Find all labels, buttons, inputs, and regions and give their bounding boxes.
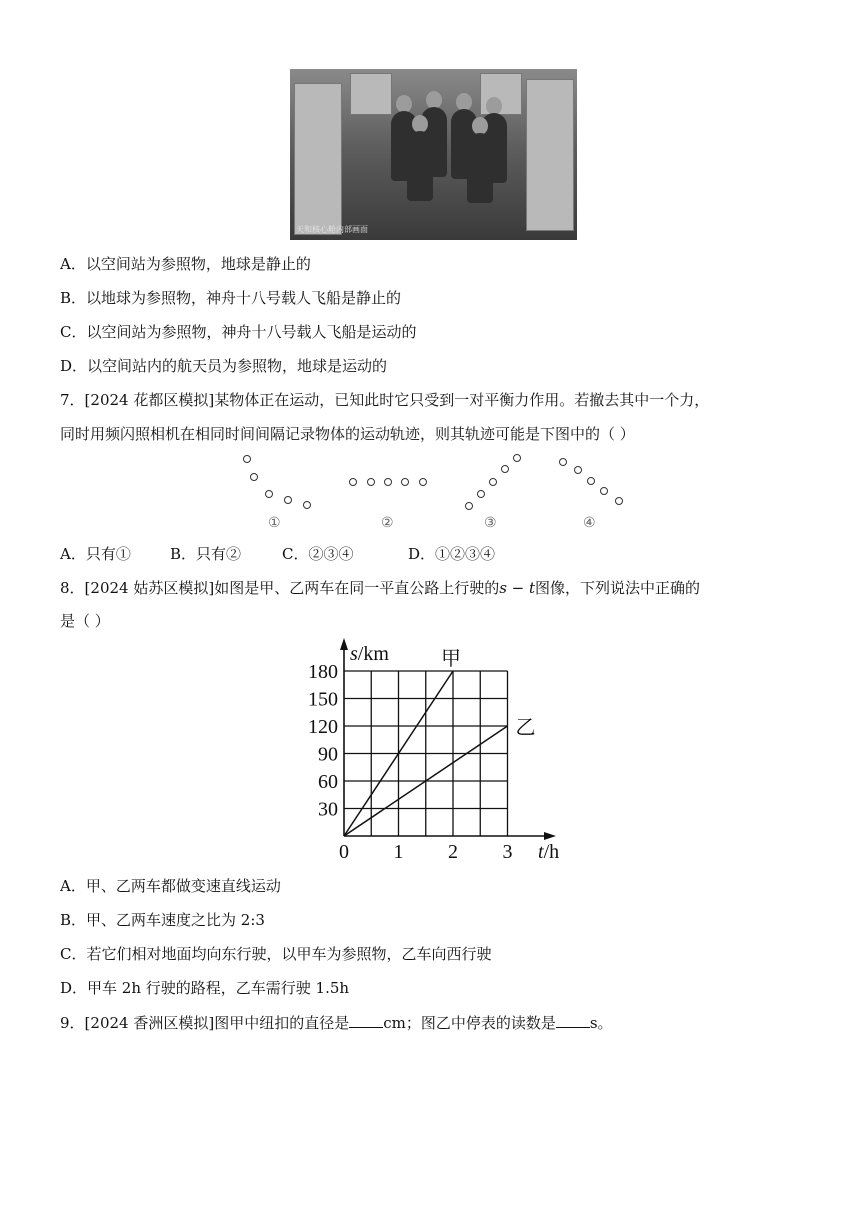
trajectory-dot [265,490,273,498]
q8-stem-math: s − t [499,579,536,597]
y-tick-label: 90 [318,743,338,766]
trajectory-label-3: ③ [484,515,497,531]
trajectory-dot [250,473,258,481]
q6-option-a: A．以空间站为参照物，地球是静止的 [60,255,311,273]
q8-option-b: B．甲、乙两车速度之比为 2:3 [60,911,265,929]
q7-options [60,544,495,564]
st-chart [290,636,580,872]
q8-stem-line2: 是（ ） [60,612,110,630]
y-tick-label: 120 [308,715,338,738]
q7-option-a: A．只有① [60,545,131,563]
chart-grid [344,671,508,836]
q8-option-d: D．甲车 2h 行驶的路程，乙车需行驶 1.5h [60,979,350,997]
q9-stem-pre: 9．[2024 香洲区模拟]图甲中纽扣的直径是 [60,1014,350,1032]
trajectory-dot [243,455,251,463]
x-tick-label: 3 [502,841,513,863]
trajectory-dot [419,478,427,486]
trajectory-dot [303,501,311,509]
trajectory-dot [501,465,509,473]
trajectory-dot [465,502,473,510]
q7-option-b: B．只有② [170,545,242,563]
x-axis-label: t/h [538,841,560,863]
q9-stem [60,1013,613,1033]
series-label-jia: 甲 [441,647,461,670]
y-tick-label: 180 [308,660,338,683]
trajectory-dot [384,478,392,486]
q8-option-a: A．甲、乙两车都做变速直线运动 [60,877,281,895]
answer-blank-1[interactable] [349,1013,383,1028]
trajectory-dot [477,490,485,498]
trajectory-dot [349,478,357,486]
photo-caption: 天和核心舱内部画面 [296,225,368,234]
trajectory-dot [284,496,292,504]
q7-option-c: C．②③④ [282,545,354,563]
trajectory-dot [587,477,595,485]
trajectory-label-4: ④ [583,515,596,531]
trajectory-dot [600,487,608,495]
y-axis-arrow [340,638,348,650]
trajectory-dot [615,497,623,505]
q8-stem-line1 [60,578,700,598]
trajectory-dot [401,478,409,486]
q6-option-d: D．以空间站内的航天员为参照物，地球是运动的 [60,357,388,375]
y-tick-label: 30 [318,798,338,821]
q8-stem-post: 图像，下列说法中正确的 [535,579,701,597]
y-tick-label: 150 [308,688,338,711]
astronaut-photo [290,69,577,240]
y-axis-label: s/km [350,643,389,665]
trajectory-dot [367,478,375,486]
q8-stem-pre: 8．[2024 姑苏区模拟]如图是甲、乙两车在同一平直公路上行驶的 [60,579,500,597]
q9-stem-post: s。 [589,1014,613,1032]
trajectory-dot [559,458,567,466]
q6-option-b: B．以地球为参照物，神舟十八号载人飞船是静止的 [60,289,402,307]
x-axis-arrow [544,832,556,840]
x-tick-label: 2 [448,841,458,863]
series-label-yi: 乙 [515,716,536,739]
trajectory-dot [513,454,521,462]
q6-option-c: C．以空间站为参照物，神舟十八号载人飞船是运动的 [60,323,417,341]
trajectory-label-2: ② [381,515,394,531]
q9-stem-mid: cm；图乙中停表的读数是 [383,1014,556,1032]
trajectory-label-1: ① [268,515,281,531]
trajectory-dot [489,478,497,486]
q7-stem-line2: 同时用频闪照相机在相同时间间隔记录物体的运动轨迹，则其轨迹可能是下图中的（ ） [60,425,635,443]
q8-option-c: C．若它们相对地面均向东行驶，以甲车为参照物，乙车向西行驶 [60,945,492,963]
q7-option-d: D．①②③④ [408,545,496,563]
x-tick-label: 0 [339,841,349,863]
x-tick-label: 1 [393,841,404,863]
y-tick-label: 60 [318,770,338,793]
q7-stem-line1: 7．[2024 花都区模拟]某物体正在运动，已知此时它只受到一对平衡力作用。若撤去其中一个力， [60,391,710,409]
trajectory-dot [574,466,582,474]
answer-blank-2[interactable] [556,1013,590,1028]
